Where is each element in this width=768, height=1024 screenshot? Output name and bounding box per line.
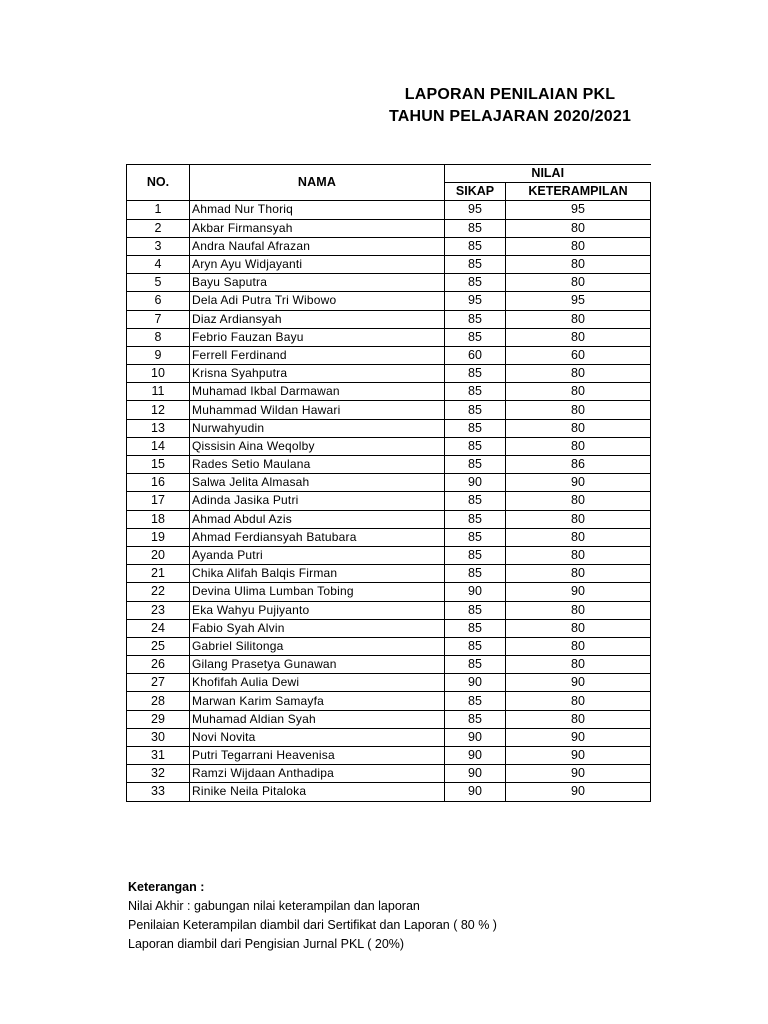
row-nama-cell: Ramzi Wijdaan Anthadipa: [190, 765, 445, 783]
row-nama-cell: Muhamad Ikbal Darmawan: [190, 383, 445, 401]
row-sikap-cell: 85: [445, 456, 506, 474]
row-no-cell: 26: [127, 656, 190, 674]
row-no-cell: 10: [127, 365, 190, 383]
header-no: NO.: [127, 165, 190, 201]
row-nama-cell: Ahmad Ferdiansyah Batubara: [190, 528, 445, 546]
report-title: LAPORAN PENILAIAN PKL: [404, 86, 616, 103]
row-sikap-cell: 85: [445, 310, 506, 328]
table-row: [127, 219, 651, 237]
row-sikap-cell: 85: [445, 510, 506, 528]
table-row: [127, 546, 651, 564]
row-nama-cell: Aryn Ayu Widjayanti: [190, 255, 445, 273]
row-no-cell: 18: [127, 510, 190, 528]
row-sikap-cell: 90: [445, 728, 506, 746]
row-no-cell: 4: [127, 255, 190, 273]
row-no-cell: 33: [127, 783, 190, 801]
row-keterampilan-cell: 80: [506, 401, 651, 419]
row-nama-cell: Muhamad Aldian Syah: [190, 710, 445, 728]
row-keterampilan-cell: 80: [506, 510, 651, 528]
row-sikap-cell: 85: [445, 274, 506, 292]
header-keterampilan: KETERAMPILAN: [506, 183, 651, 201]
table-row: [127, 565, 651, 583]
row-no-cell: 30: [127, 728, 190, 746]
row-sikap-cell: 85: [445, 601, 506, 619]
row-nama-cell: Ahmad Nur Thoriq: [190, 201, 445, 219]
row-sikap-cell: 85: [445, 492, 506, 510]
grades-table: [126, 164, 651, 802]
row-keterampilan-cell: 80: [506, 619, 651, 637]
row-no-cell: 20: [127, 546, 190, 564]
row-keterampilan-cell: 80: [506, 437, 651, 455]
row-no-cell: 8: [127, 328, 190, 346]
row-no-cell: 25: [127, 637, 190, 655]
table-row: [127, 310, 651, 328]
table-row: [127, 528, 651, 546]
row-nama-cell: Gabriel Silitonga: [190, 637, 445, 655]
row-sikap-cell: 85: [445, 419, 506, 437]
table-row: [127, 783, 651, 801]
row-keterampilan-cell: 80: [506, 692, 651, 710]
row-nama-cell: Akbar Firmansyah: [190, 219, 445, 237]
row-sikap-cell: 85: [445, 237, 506, 255]
row-keterampilan-cell: 80: [506, 565, 651, 583]
notes-section: [128, 878, 497, 954]
row-nama-cell: Dela Adi Putra Tri Wibowo: [190, 292, 445, 310]
row-no-cell: 14: [127, 437, 190, 455]
row-sikap-cell: 85: [445, 710, 506, 728]
row-keterampilan-cell: 90: [506, 583, 651, 601]
row-keterampilan-cell: 80: [506, 710, 651, 728]
header-sikap: SIKAP: [445, 183, 506, 201]
row-nama-cell: Qissisin Aina Weqolby: [190, 437, 445, 455]
row-keterampilan-cell: 95: [506, 201, 651, 219]
table-row: [127, 728, 651, 746]
table-row: [127, 419, 651, 437]
table-row: [127, 383, 651, 401]
row-keterampilan-cell: 90: [506, 674, 651, 692]
row-keterampilan-cell: 80: [506, 656, 651, 674]
row-sikap-cell: 90: [445, 674, 506, 692]
row-nama-cell: Rinike Neila Pitaloka: [190, 783, 445, 801]
row-no-cell: 21: [127, 565, 190, 583]
table-row: [127, 401, 651, 419]
row-no-cell: 24: [127, 619, 190, 637]
table-row: [127, 255, 651, 273]
row-sikap-cell: 85: [445, 328, 506, 346]
row-keterampilan-cell: 80: [506, 255, 651, 273]
row-nama-cell: Ayanda Putri: [190, 546, 445, 564]
notes-line: Nilai Akhir : gabungan nilai keterampilan dan laporan: [128, 899, 420, 913]
table-row: [127, 692, 651, 710]
row-no-cell: 31: [127, 747, 190, 765]
row-keterampilan-cell: 80: [506, 528, 651, 546]
row-sikap-cell: 85: [445, 365, 506, 383]
table-row: [127, 365, 651, 383]
row-nama-cell: Eka Wahyu Pujiyanto: [190, 601, 445, 619]
notes-heading: Keterangan :: [128, 880, 205, 894]
row-nama-cell: Salwa Jelita Almasah: [190, 474, 445, 492]
table-row: [127, 274, 651, 292]
table-row: [127, 292, 651, 310]
table-row: [127, 747, 651, 765]
row-nama-cell: Devina Ulima Lumban Tobing: [190, 583, 445, 601]
row-sikap-cell: 90: [445, 783, 506, 801]
row-no-cell: 7: [127, 310, 190, 328]
row-no-cell: 12: [127, 401, 190, 419]
table-row: [127, 637, 651, 655]
row-nama-cell: Andra Naufal Afrazan: [190, 237, 445, 255]
notes-line: Penilaian Keterampilan diambil dari Sertifikat dan Laporan ( 80 % ): [128, 918, 497, 932]
row-sikap-cell: 85: [445, 383, 506, 401]
row-sikap-cell: 95: [445, 292, 506, 310]
row-nama-cell: Rades Setio Maulana: [190, 456, 445, 474]
row-sikap-cell: 85: [445, 619, 506, 637]
table-row: [127, 510, 651, 528]
table-row: [127, 601, 651, 619]
report-subtitle: TAHUN PELAJARAN 2020/2021: [388, 108, 632, 125]
row-keterampilan-cell: 80: [506, 419, 651, 437]
row-nama-cell: Diaz Ardiansyah: [190, 310, 445, 328]
row-sikap-cell: 85: [445, 255, 506, 273]
row-no-cell: 6: [127, 292, 190, 310]
notes-line: Laporan diambil dari Pengisian Jurnal PKL ( 20%): [128, 937, 405, 951]
table-row: [127, 492, 651, 510]
row-no-cell: 5: [127, 274, 190, 292]
row-no-cell: 15: [127, 456, 190, 474]
row-keterampilan-cell: 80: [506, 365, 651, 383]
row-sikap-cell: 90: [445, 583, 506, 601]
row-keterampilan-cell: 86: [506, 456, 651, 474]
row-keterampilan-cell: 80: [506, 546, 651, 564]
row-nama-cell: Nurwahyudin: [190, 419, 445, 437]
row-nama-cell: Bayu Saputra: [190, 274, 445, 292]
row-sikap-cell: 85: [445, 692, 506, 710]
row-keterampilan-cell: 90: [506, 474, 651, 492]
row-no-cell: 11: [127, 383, 190, 401]
table-row: [127, 237, 651, 255]
row-no-cell: 29: [127, 710, 190, 728]
table-row: [127, 346, 651, 364]
row-no-cell: 9: [127, 346, 190, 364]
table-body: [127, 201, 651, 801]
row-nama-cell: Adinda Jasika Putri: [190, 492, 445, 510]
row-keterampilan-cell: 80: [506, 310, 651, 328]
row-no-cell: 27: [127, 674, 190, 692]
table-row: [127, 583, 651, 601]
row-sikap-cell: 95: [445, 201, 506, 219]
row-keterampilan-cell: 90: [506, 765, 651, 783]
row-keterampilan-cell: 80: [506, 383, 651, 401]
row-no-cell: 17: [127, 492, 190, 510]
row-sikap-cell: 85: [445, 219, 506, 237]
row-keterampilan-cell: 80: [506, 219, 651, 237]
row-keterampilan-cell: 80: [506, 637, 651, 655]
row-no-cell: 28: [127, 692, 190, 710]
row-nama-cell: Krisna Syahputra: [190, 365, 445, 383]
row-sikap-cell: 90: [445, 765, 506, 783]
table-row: [127, 328, 651, 346]
row-keterampilan-cell: 95: [506, 292, 651, 310]
row-sikap-cell: 85: [445, 565, 506, 583]
row-keterampilan-cell: 80: [506, 601, 651, 619]
table-row: [127, 765, 651, 783]
table-row: [127, 456, 651, 474]
table-row: [127, 674, 651, 692]
row-sikap-cell: 85: [445, 528, 506, 546]
row-sikap-cell: 90: [445, 747, 506, 765]
row-no-cell: 13: [127, 419, 190, 437]
row-sikap-cell: 85: [445, 637, 506, 655]
row-keterampilan-cell: 90: [506, 728, 651, 746]
table-row: [127, 437, 651, 455]
row-keterampilan-cell: 90: [506, 783, 651, 801]
table-row: [127, 710, 651, 728]
row-no-cell: 32: [127, 765, 190, 783]
row-keterampilan-cell: 80: [506, 328, 651, 346]
row-no-cell: 1: [127, 201, 190, 219]
row-sikap-cell: 85: [445, 401, 506, 419]
row-no-cell: 19: [127, 528, 190, 546]
row-nama-cell: Muhammad Wildan Hawari: [190, 401, 445, 419]
table-row: [127, 619, 651, 637]
row-sikap-cell: 85: [445, 546, 506, 564]
row-sikap-cell: 85: [445, 656, 506, 674]
row-nama-cell: Putri Tegarrani Heavenisa: [190, 747, 445, 765]
row-nama-cell: Fabio Syah Alvin: [190, 619, 445, 637]
row-nama-cell: Ahmad Abdul Azis: [190, 510, 445, 528]
row-no-cell: 3: [127, 237, 190, 255]
row-nama-cell: Febrio Fauzan Bayu: [190, 328, 445, 346]
row-sikap-cell: 90: [445, 474, 506, 492]
row-no-cell: 23: [127, 601, 190, 619]
table-row: [127, 201, 651, 219]
table-row: [127, 474, 651, 492]
row-sikap-cell: 60: [445, 346, 506, 364]
row-no-cell: 16: [127, 474, 190, 492]
row-nama-cell: Novi Novita: [190, 728, 445, 746]
row-nama-cell: Chika Alifah Balqis Firman: [190, 565, 445, 583]
row-nama-cell: Khofifah Aulia Dewi: [190, 674, 445, 692]
row-keterampilan-cell: 80: [506, 274, 651, 292]
row-keterampilan-cell: 60: [506, 346, 651, 364]
row-nama-cell: Ferrell Ferdinand: [190, 346, 445, 364]
row-no-cell: 2: [127, 219, 190, 237]
table-header: [127, 165, 651, 201]
row-nama-cell: Marwan Karim Samayfa: [190, 692, 445, 710]
row-nama-cell: Gilang Prasetya Gunawan: [190, 656, 445, 674]
row-keterampilan-cell: 80: [506, 237, 651, 255]
header-nilai: NILAI: [445, 165, 651, 183]
table-row: [127, 656, 651, 674]
row-sikap-cell: 85: [445, 437, 506, 455]
row-no-cell: 22: [127, 583, 190, 601]
row-keterampilan-cell: 80: [506, 492, 651, 510]
header-nama: NAMA: [190, 165, 445, 201]
row-keterampilan-cell: 90: [506, 747, 651, 765]
